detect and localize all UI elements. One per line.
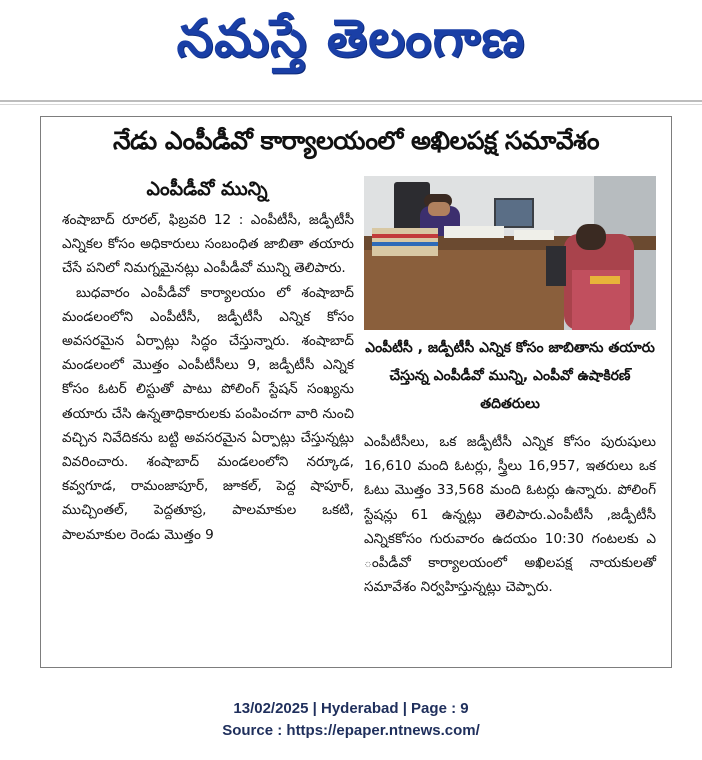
masthead-rule	[0, 100, 702, 102]
photo-caption: ఎంపీటీసీ , జడ్పీటీసీ ఎన్నిక కోసం జాబితాను తయారు చేస్తున్న ఎంపీడీవో మున్ని, ఎంపీవో ఉషాకిరణ్ తదితరులు	[365, 340, 655, 412]
footer-source-link[interactable]: Source : https://epaper.ntnews.com/	[222, 722, 480, 739]
photo-office-scene	[364, 176, 656, 330]
article-right-column	[364, 430, 656, 599]
masthead	[0, 0, 702, 90]
article-photo	[364, 176, 656, 330]
article-paragraph: ఎంపీటీసీలు, ఒక జడ్పీటీసీ ఎన్నిక కోసం పురుషులు 16,610 మంది ఓటర్లు, స్త్రీలు 16,957, ఇతరులు ఒక ఓటు మొత్తం 33,568 మంది ఓటర్లు ఉన్నారు. పోలింగ్ స్టేషన్లు 61 ఉన్నట్లు తెలిపారు.ఎంపీటీసీ ,జడ్పీటీసీ ఎన్నికకోసం గురువారం ఉదయం 10:30 గంటలకు ఎ ంపీడీవో కార్యాలయంలో అఖిలపక్ష నాయకులతో సమావేశం నిర్వహిస్తున్నట్లు చెప్పారు.	[364, 434, 656, 596]
masthead-title: నమస్తే తెలంగాణ	[176, 8, 526, 69]
masthead-rule-thin	[0, 104, 702, 105]
footer-dateline: 13/02/2025 | Hyderabad | Page : 9	[233, 700, 469, 717]
article-subhead: ఎంపీడీవో మున్ని	[146, 178, 268, 200]
article-paragraph: శంషాబాద్ రూరల్, ఫిబ్రవరి 12 : ఎంపీటీసీ, జడ్పీటీసీ ఎన్నికల కోసం అధికారులు సంబంధిత జాబితా తయారు చేసే పనిలో నిమగ్నమైనట్లు ఎంపీడీవో మున్ని తెలిపారు.	[62, 212, 354, 277]
article-headline: నేడు ఎంపీడీవో కార్యాలయంలో అఖిలపక్ష సమావేశం	[112, 126, 600, 155]
article-paragraph: బుధవారం ఎంపీడీవో కార్యాలయం లో శంషాబాద్ మండలంలోని ఎంపీటీసీ, జడ్పీటీసీ ఎన్నిక కోసం అవసరమైన ఏర్పాట్లు సిద్ధం చేస్తున్నారు. శంషాబాద్ మండలంలో మొత్తం ఎంపీటీసీలు 9, జడ్పీటీసీ ఎన్నిక కోసం ఓటర్ లిస్టుతో పాటు పోలింగ్ స్టేషన్ సంఖ్యను తయారు చేసి ఉన్నతాధికారులకు పంపించగా వారి నుంచి వచ్చిన నివేదికను బట్టి అవసరమైన ఏర్పాట్లు చేస్తున్నట్లు వివరించారు. శంషాబాద్ మండలంలోని నర్కూడ, కవ్వగూడ, రామంజాపూర్, జూకల్, పెద్ద షాపూర్, ముచ్చింతల్, పెద్దతూప్ర, పాలమాకుల ఒకటి, పాలమాకుల రెండు మొత్తం 9	[62, 284, 354, 543]
article-left-column	[62, 208, 354, 547]
